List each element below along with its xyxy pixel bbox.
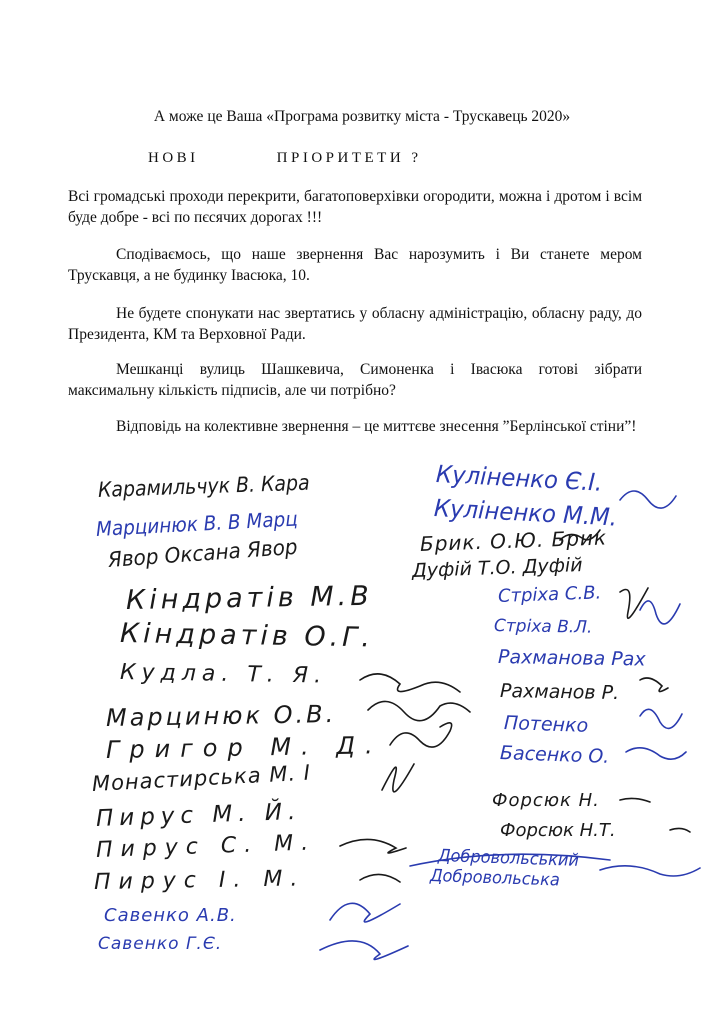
signature: Савенко А.В. [104,905,237,926]
signature-flourish [626,748,686,759]
signature-flourish [600,866,700,876]
signature: Потенко [503,712,589,737]
signature: Марцинюк В. В Марц [95,506,299,541]
signature: Рахманов Р. [499,680,620,705]
signature: Монастирська М. І [91,760,312,796]
signature-flourish [620,798,650,802]
paragraph-1: Всі громадські проходи перекрити, багатоповерхівки огородити, можна і дротом і всім буде добре - всі по пєсячих дорогах !!! [68,188,642,226]
signature: Пирус С. М. [95,830,317,863]
signature: Явор Оксана Явор [107,534,299,572]
signature: Добровольський [437,846,580,871]
signature: Добровольська [429,866,561,891]
document-title: А може це Ваша «Програма розвитку міста - Трускавець 2020» [153,108,571,125]
signature-flourish [320,941,408,960]
paragraph-3: Не будете спонукати нас звертатись у обласну адміністрацію, обласну раду, до Президента, КМ та Верховної Ради. [68,305,642,343]
signature-flourish [640,601,680,624]
signature-flourish [390,723,452,747]
paragraph-5: Відповідь на колективне звернення – це миттєве знесення ”Берлінської стіни”! [116,418,637,435]
signature: Кудла. Т. Я. [119,660,328,689]
signature-flourish [330,903,400,922]
signature-flourish [360,874,400,882]
signature: Стріха В.Л. [493,616,593,638]
signature: Григор М. Д. [105,731,383,764]
signature: Стріха С.В. [497,582,602,607]
paragraph-2: Сподіваємось, що наше звернення Вас нарозумить і Ви станете мером Трускавця, а не будинку Івасюка, 10. [68,246,642,284]
signature-flourish [410,854,610,866]
signature: Дуфій Т.О. Дуфій [411,554,583,582]
subtitle-word-priorities: ПРІОРИТЕТИ ? [276,150,422,166]
signature: Кіндратів О.Г. [119,618,375,654]
signature: Рахманова Рах [497,646,646,671]
signature-flourish [382,764,414,792]
signature: Кіндратів М.В [125,580,374,616]
signature: Форсюк Н.Т. [500,820,616,841]
signature-flourish [360,674,460,692]
signature: Карамильчук В. Кара [97,470,310,502]
signature: Куліненко Є.І. [435,460,604,497]
signature-flourish [640,678,668,692]
signature-flourish [560,530,600,540]
signature: Брик. О.Ю. Брик [419,525,608,556]
paragraph-4: Мешканці вулиць Шашкевича, Симоненка і Івасюка готові зібрати максимальну кількість підписів, але чи потрібно? [68,361,642,399]
subtitle-word-new: НОВІ [148,150,199,166]
signature-flourish [640,709,682,728]
signature: Куліненко М.М. [433,494,618,532]
signature-flourish [368,701,470,720]
signature: Форсюк Н. [492,790,600,811]
signature: Пирус І. М. [93,866,306,895]
signature: Пирус М. Й. [95,798,302,832]
signature-flourish [340,839,406,853]
signature: Марцинюк О.В. [105,699,337,732]
signature-flourish [670,828,690,832]
signature: Савенко Г.Є. [98,934,223,954]
signature-flourish [620,491,676,508]
signature: Басенко О. [499,742,610,768]
